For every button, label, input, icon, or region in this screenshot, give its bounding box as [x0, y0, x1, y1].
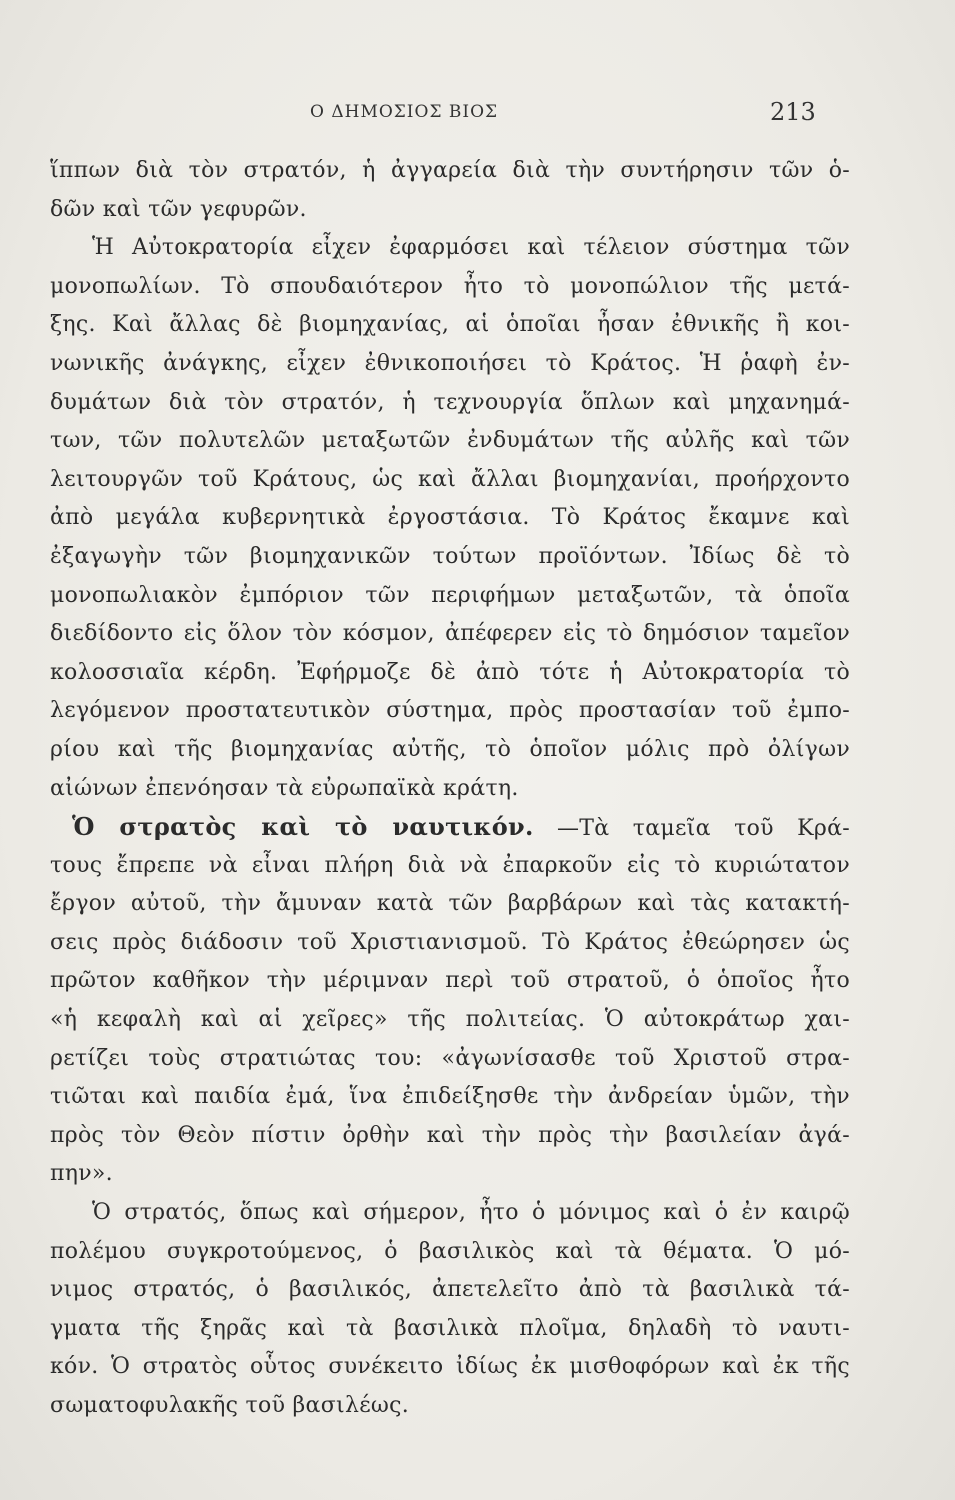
text-line: δῶν καὶ τῶν γεφυρῶν. — [50, 196, 307, 222]
text-line: ἀπὸ μεγάλα κυβερνητικὰ ἐργοστάσια. Τὸ Κράτος ἔκαμνε καὶ — [50, 505, 850, 531]
text-line: —Τὰ ταμεῖα τοῦ Κρά- — [556, 816, 850, 842]
text-line: σωματοφυλακῆς τοῦ βασιλέως. — [50, 1393, 410, 1418]
text-line: ρίου καὶ τῆς βιομηχανίας αὐτῆς, τὸ ὁποῖον μόλις πρὸ ὀλίγων — [50, 736, 850, 762]
page-number: 213 — [770, 98, 816, 126]
text-line: πην». — [50, 1161, 113, 1187]
running-title: Ο ΔΗΜΟΣΙΟΣ ΒΙΟΣ — [310, 102, 499, 122]
text-line: δυμάτων διὰ τὸν στρατόν, ἡ τεχνουργία ὅπλων καὶ μηχανημά- — [50, 389, 850, 415]
text-line: των, τῶν πολυτελῶν μεταξωτῶν ἐνδυμάτων τῆς αὐλῆς καὶ τῶν — [50, 428, 850, 454]
text-line: Ὁ στρατός, ὅπως καὶ σήμερον, ἦτο ὁ μόνιμος καὶ ὁ ἐν καιρῷ — [92, 1200, 850, 1226]
text-line: ἔργον αὐτοῦ, τὴν ἄμυναν κατὰ τῶν βαρβάρων καὶ τὰς κατακτή- — [50, 891, 850, 917]
text-line: πολέμου συγκροτούμενος, ὁ βασιλικὸς καὶ τὰ θέματα. Ὁ μό- — [50, 1238, 850, 1264]
text-line: ξης. Καὶ ἄλλας δὲ βιομηχανίας, αἱ ὁποῖαι ἦσαν ἐθνικῆς ἢ κοι- — [50, 312, 850, 338]
text-line: πρὸς τὸν Θεὸν πίστιν ὀρθὴν καὶ τὴν πρὸς τὴν βασιλείαν ἀγά- — [50, 1122, 850, 1148]
section-subheading: Ὁ στρατὸς καὶ τὸ ναυτικόν. — [72, 812, 534, 842]
text-line: κολοσσιαῖα κέρδη. Ἐφήρμοζε δὲ ἀπὸ τότε ἡ Αὐτοκρατορία τὸ — [50, 659, 850, 685]
text-line: αἰώνων ἐπενόησαν τὰ εὐρωπαϊκὰ κράτη. — [50, 775, 519, 801]
text-line: σεις πρὸς διάδοσιν τοῦ Χριστιανισμοῦ. Τὸ Κράτος ἐθεώρησεν ὡς — [50, 929, 850, 955]
text-line: νωνικῆς ἀνάγκης, εἶχεν ἐθνικοποιήσει τὸ Κράτος. Ἡ ῥαφὴ ἐν- — [50, 350, 850, 376]
text-line: ἵππων διὰ τὸν στρατόν, ἡ ἀγγαρεία διὰ τὴν συντήρησιν τῶν ὁ- — [50, 158, 850, 183]
text-line: γματα τῆς ξηρᾶς καὶ τὰ βασιλικὰ πλοῖμα, δηλαδὴ τὸ ναυτι- — [50, 1315, 850, 1341]
subheading-line — [50, 808, 850, 847]
text-line: τιῶται καὶ παιδία ἐμά, ἵνα ἐπιδείξησθε τὴν ἀνδρείαν ὑμῶν, τὴν — [50, 1084, 850, 1110]
text-line: διεδίδοντο εἰς ὅλον τὸν κόσμον, ἀπέφερεν εἰς τὸ δημόσιον ταμεῖον — [50, 621, 850, 647]
text-line: κόν. Ὁ στρατὸς οὗτος συνέκειτο ἰδίως ἐκ μισθοφόρων καὶ ἐκ τῆς — [50, 1354, 850, 1380]
text-line: μονοπωλίων. Τὸ σπουδαιότερον ἦτο τὸ μονοπώλιον τῆς μετά- — [50, 273, 850, 299]
text-line: νιμος στρατός, ὁ βασιλικός, ἀπετελεῖτο ἀπὸ τὰ βασιλικὰ τά- — [50, 1277, 850, 1303]
text-line: πρῶτον καθῆκον τὴν μέριμναν περὶ τοῦ στρατοῦ, ὁ ὁποῖος ἦτο — [50, 968, 850, 994]
text-line: ρετίζει τοὺς στρατιώτας του: «ἀγωνίσασθε τοῦ Χριστοῦ στρα- — [50, 1045, 850, 1071]
text-line: «ἡ κεφαλὴ καὶ αἱ χεῖρες» τῆς πολιτείας. Ὁ αὐτοκράτωρ χαι- — [50, 1007, 850, 1033]
text-line: μονοπωλιακὸν ἐμπόριον τῶν περιφήμων μεταξωτῶν, τὰ ὁποῖα — [50, 582, 850, 608]
text-line: τους ἔπρεπε νὰ εἶναι πλήρη διὰ νὰ ἐπαρκοῦν εἰς τὸ κυριώτατον — [50, 852, 850, 878]
page-header — [0, 98, 955, 132]
text-line: λεγόμενον προστατευτικὸν σύστημα, πρὸς προστασίαν τοῦ ἐμπο- — [50, 698, 850, 724]
text-line: Ἡ Αὐτοκρατορία εἶχεν ἐφαρμόσει καὶ τέλειον σύστημα τῶν — [92, 235, 850, 261]
text-line: ἐξαγωγὴν τῶν βιομηχανικῶν τούτων προϊόντων. Ἰδίως δὲ τὸ — [50, 543, 850, 569]
text-line: λειτουργῶν τοῦ Κράτους, ὡς καὶ ἄλλαι βιομηχανίαι, προήρχοντο — [50, 466, 850, 492]
body-text — [50, 152, 850, 1426]
